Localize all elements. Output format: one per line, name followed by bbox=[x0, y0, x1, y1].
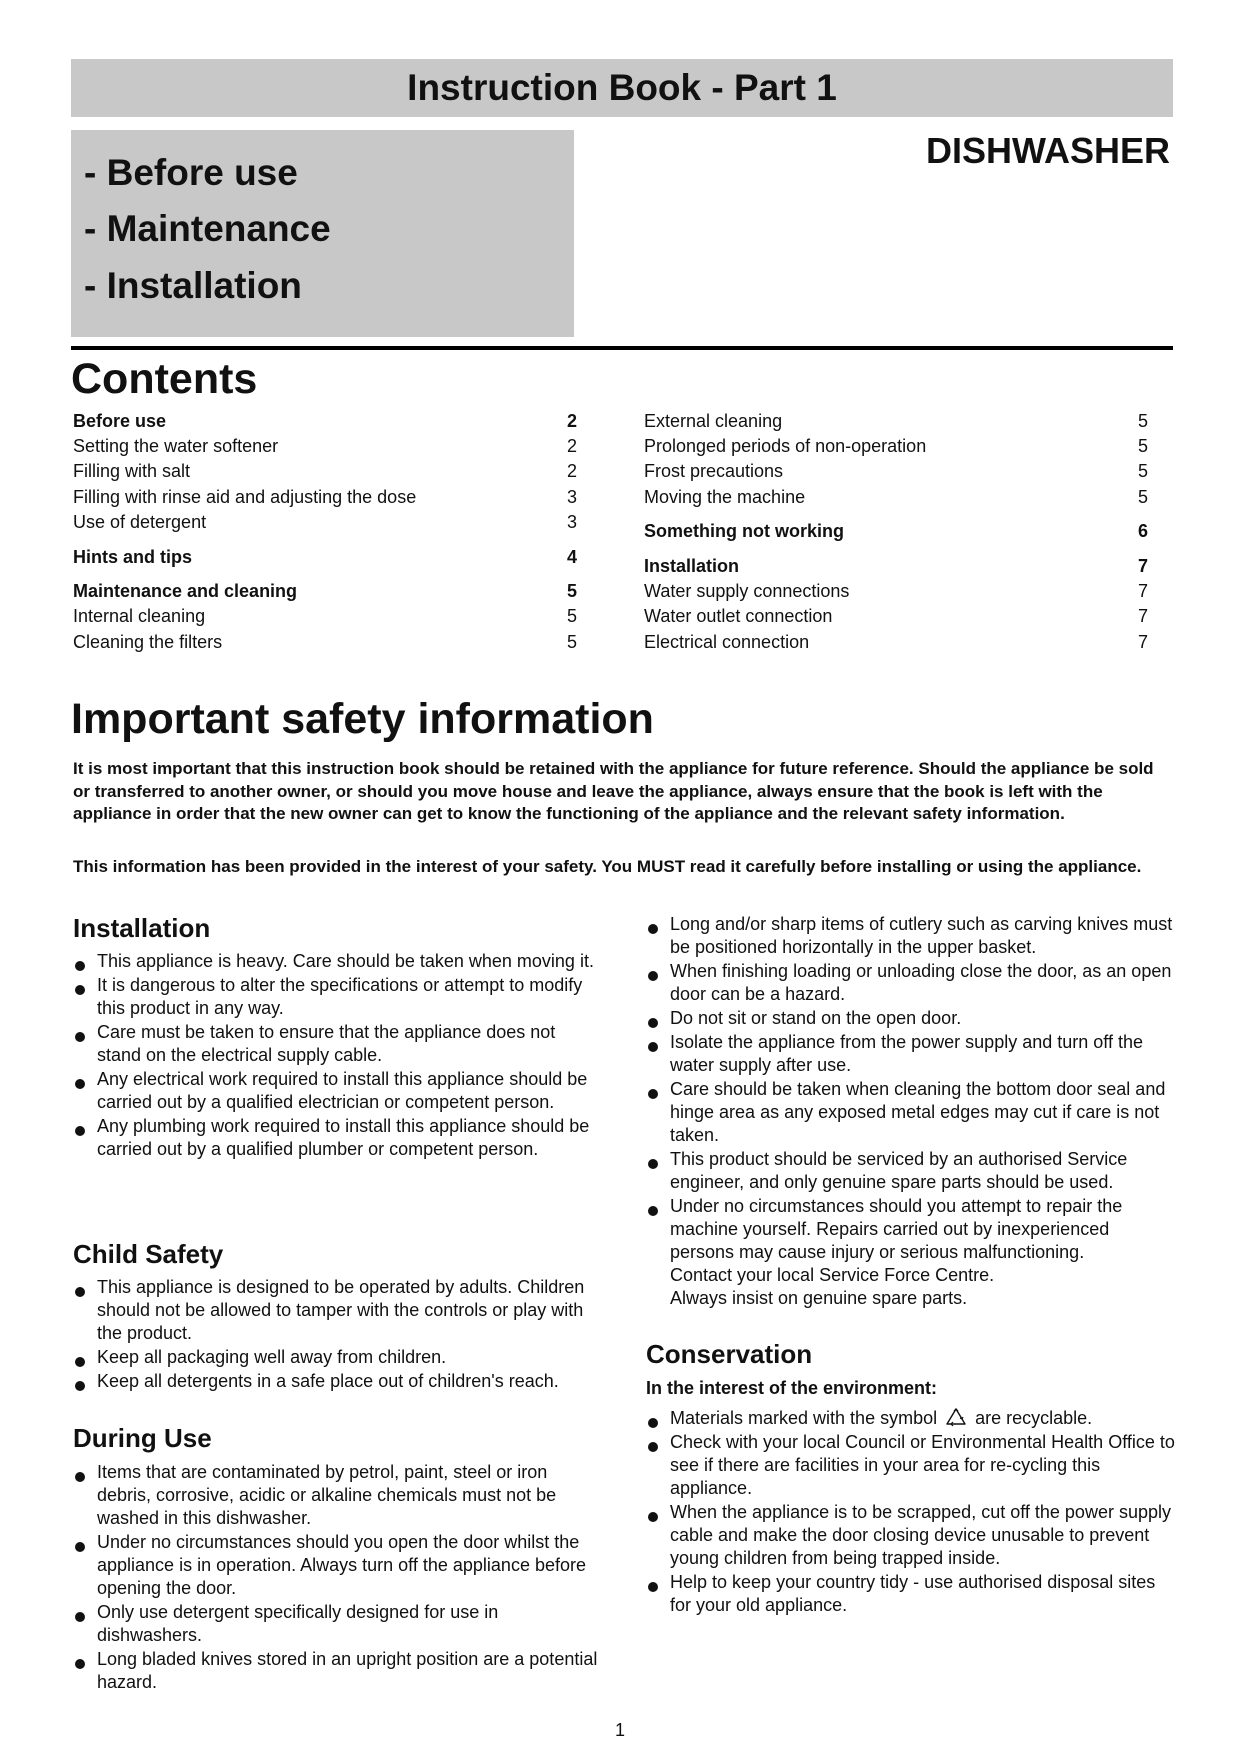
toc-page: 7 bbox=[1137, 606, 1148, 626]
toc-label: Frost precautions bbox=[644, 461, 784, 481]
safety-heading: Important safety information bbox=[71, 695, 654, 743]
toc-label: Maintenance and cleaning bbox=[73, 581, 298, 601]
toc-entry bbox=[73, 630, 577, 655]
list-item: This appliance is designed to be operated by adults. Children should not be allowed to tamper with the controls or play with the product. bbox=[73, 1276, 603, 1345]
list-item: Only use detergent specifically designed for use in dishwashers. bbox=[73, 1601, 603, 1647]
list-item: Check with your local Council or Environmental Health Office to see if there are facilities in your area for re-cycling this appliance. bbox=[646, 1431, 1176, 1500]
child-safety-list bbox=[73, 1276, 603, 1394]
toc-page: 6 bbox=[1137, 521, 1148, 541]
repair-warning: Under no circumstances should you attempt to repair the machine yourself. Repairs carried out by inexperienced persons may cause injury or serious malfunctioning. bbox=[670, 1196, 1123, 1262]
list-item: When the appliance is to be scrapped, cut off the power supply cable and make the door closing device unusable to prevent young children from being trapped inside. bbox=[646, 1501, 1176, 1570]
topics-box bbox=[71, 130, 574, 337]
toc-label: Water outlet connection bbox=[644, 606, 833, 626]
contents-heading: Contents bbox=[71, 355, 258, 403]
toc-label: Setting the water softener bbox=[73, 436, 279, 456]
list-item: Any electrical work required to install this appliance should be carried out by a qualified electrician or competent person. bbox=[73, 1068, 603, 1114]
toc-label: Cleaning the filters bbox=[73, 632, 223, 652]
list-item: Isolate the appliance from the power supply and turn off the water supply after use. bbox=[646, 1031, 1176, 1077]
toc-page: 5 bbox=[1137, 411, 1148, 431]
conservation-subheading: In the interest of the environment: bbox=[646, 1378, 938, 1398]
list-item: It is dangerous to alter the specifications or attempt to modify this product in any way. bbox=[73, 974, 603, 1020]
recycle-icon bbox=[944, 1407, 968, 1427]
topic-maintenance: - Maintenance bbox=[84, 208, 331, 249]
toc-page: 2 bbox=[566, 461, 577, 481]
toc-page: 2 bbox=[566, 411, 577, 431]
list-item bbox=[646, 1195, 1176, 1310]
list-item: Care must be taken to ensure that the appliance does not stand on the electrical supply cable. bbox=[73, 1021, 603, 1067]
list-item: When finishing loading or unloading close the door, as an open door can be a hazard. bbox=[646, 960, 1176, 1006]
repair-contact: Contact your local Service Force Centre. bbox=[670, 1265, 995, 1285]
toc-entry bbox=[644, 409, 1148, 434]
toc-page: 5 bbox=[1137, 436, 1148, 456]
conservation-list bbox=[646, 1407, 1176, 1618]
list-item: Do not sit or stand on the open door. bbox=[646, 1007, 1176, 1030]
during-use-heading: During Use bbox=[73, 1423, 212, 1453]
toc-label: Electrical connection bbox=[644, 632, 810, 652]
safety-intro: It is most important that this instruction book should be retained with the appliance for future reference. Should the appliance be sold or transferred to another owner, or should you move house and leave the appliance, always ensure that the book is left with the appliance in order that the new owner can get to know the functioning of the appliance and the relevant safety information. bbox=[73, 759, 1154, 823]
toc-label: Filling with salt bbox=[73, 461, 191, 481]
list-item: Keep all detergents in a safe place out of children's reach. bbox=[73, 1370, 603, 1393]
during-use-list-continued bbox=[646, 913, 1176, 1311]
list-item: Any plumbing work required to install this appliance should be carried out by a qualified plumber or competent person. bbox=[73, 1115, 603, 1161]
toc-entry bbox=[644, 604, 1148, 629]
toc-page: 7 bbox=[1137, 581, 1148, 601]
list-item: Long and/or sharp items of cutlery such as carving knives must be positioned horizontally in the upper basket. bbox=[646, 913, 1176, 959]
list-item: Long bladed knives stored in an upright position are a potential hazard. bbox=[73, 1648, 603, 1694]
during-use-list bbox=[73, 1461, 603, 1695]
toc-label: Filling with rinse aid and adjusting the dose bbox=[73, 487, 417, 507]
document-title: Instruction Book - Part 1 bbox=[71, 59, 1173, 117]
toc-page: 7 bbox=[1137, 556, 1148, 576]
toc-page: 5 bbox=[566, 581, 577, 601]
toc-entry bbox=[73, 485, 577, 510]
toc-entry bbox=[73, 604, 577, 629]
toc-label: Before use bbox=[73, 411, 167, 431]
toc-entry bbox=[644, 554, 1148, 579]
toc-label: Something not working bbox=[644, 521, 844, 541]
list-item: Items that are contaminated by petrol, paint, steel or iron debris, corrosive, acidic or alkaline chemicals must not be washed in this dishwasher. bbox=[73, 1461, 603, 1530]
toc-label: Use of detergent bbox=[73, 512, 207, 532]
safety-notice: This information has been provided in the interest of your safety. You MUST read it carefully before installing or using the appliance. bbox=[73, 857, 1142, 876]
toc-label: Hints and tips bbox=[73, 547, 193, 567]
toc-entry bbox=[73, 510, 577, 535]
list-item: Help to keep your country tidy - use authorised disposal sites for your old appliance. bbox=[646, 1571, 1176, 1617]
toc-label: Water supply connections bbox=[644, 581, 850, 601]
divider bbox=[71, 346, 1173, 350]
toc-entry bbox=[73, 459, 577, 484]
list-item: This appliance is heavy. Care should be taken when moving it. bbox=[73, 950, 603, 973]
toc-label: External cleaning bbox=[644, 411, 783, 431]
toc-entry bbox=[644, 459, 1148, 484]
toc-entry bbox=[644, 485, 1148, 510]
toc-page: 5 bbox=[566, 606, 577, 626]
toc-label: Installation bbox=[644, 556, 740, 576]
product-name: DISHWASHER bbox=[925, 130, 1170, 171]
toc-page: 4 bbox=[566, 547, 577, 567]
toc-entry bbox=[73, 409, 577, 434]
toc-page: 3 bbox=[566, 512, 577, 532]
toc-entry bbox=[644, 579, 1148, 604]
toc-entry bbox=[644, 630, 1148, 655]
list-item: Keep all packaging well away from children. bbox=[73, 1346, 603, 1369]
toc-page: 5 bbox=[1137, 461, 1148, 481]
recycle-text-after: are recyclable. bbox=[975, 1408, 1093, 1428]
topic-installation: - Installation bbox=[84, 265, 302, 306]
toc-entry bbox=[644, 434, 1148, 459]
recycle-text-before: Materials marked with the symbol bbox=[670, 1408, 938, 1428]
toc-entry bbox=[73, 579, 577, 604]
topic-before-use: - Before use bbox=[84, 152, 298, 193]
toc-entry bbox=[644, 519, 1148, 544]
list-item: Care should be taken when cleaning the bottom door seal and hinge area as any exposed metal edges may cut if care is not taken. bbox=[646, 1078, 1176, 1147]
installation-heading: Installation bbox=[73, 913, 211, 943]
page-number: 1 bbox=[614, 1720, 625, 1740]
toc-page: 5 bbox=[1137, 487, 1148, 507]
child-safety-heading: Child Safety bbox=[73, 1239, 224, 1269]
toc-label: Moving the machine bbox=[644, 487, 806, 507]
conservation-heading: Conservation bbox=[646, 1339, 813, 1369]
toc-entry bbox=[73, 545, 577, 570]
installation-list bbox=[73, 950, 603, 1162]
list-item bbox=[646, 1407, 1176, 1430]
toc-page: 7 bbox=[1137, 632, 1148, 652]
toc-label: Internal cleaning bbox=[73, 606, 206, 626]
list-item: Under no circumstances should you open the door whilst the appliance is in operation. Always turn off the appliance before opening the door. bbox=[73, 1531, 603, 1600]
toc-page: 3 bbox=[566, 487, 577, 507]
list-item: This product should be serviced by an authorised Service engineer, and only genuine spare parts should be used. bbox=[646, 1148, 1176, 1194]
toc-page: 2 bbox=[566, 436, 577, 456]
toc-page: 5 bbox=[566, 632, 577, 652]
repair-parts: Always insist on genuine spare parts. bbox=[670, 1288, 968, 1308]
toc-entry bbox=[73, 434, 577, 459]
toc-label: Prolonged periods of non-operation bbox=[644, 436, 927, 456]
